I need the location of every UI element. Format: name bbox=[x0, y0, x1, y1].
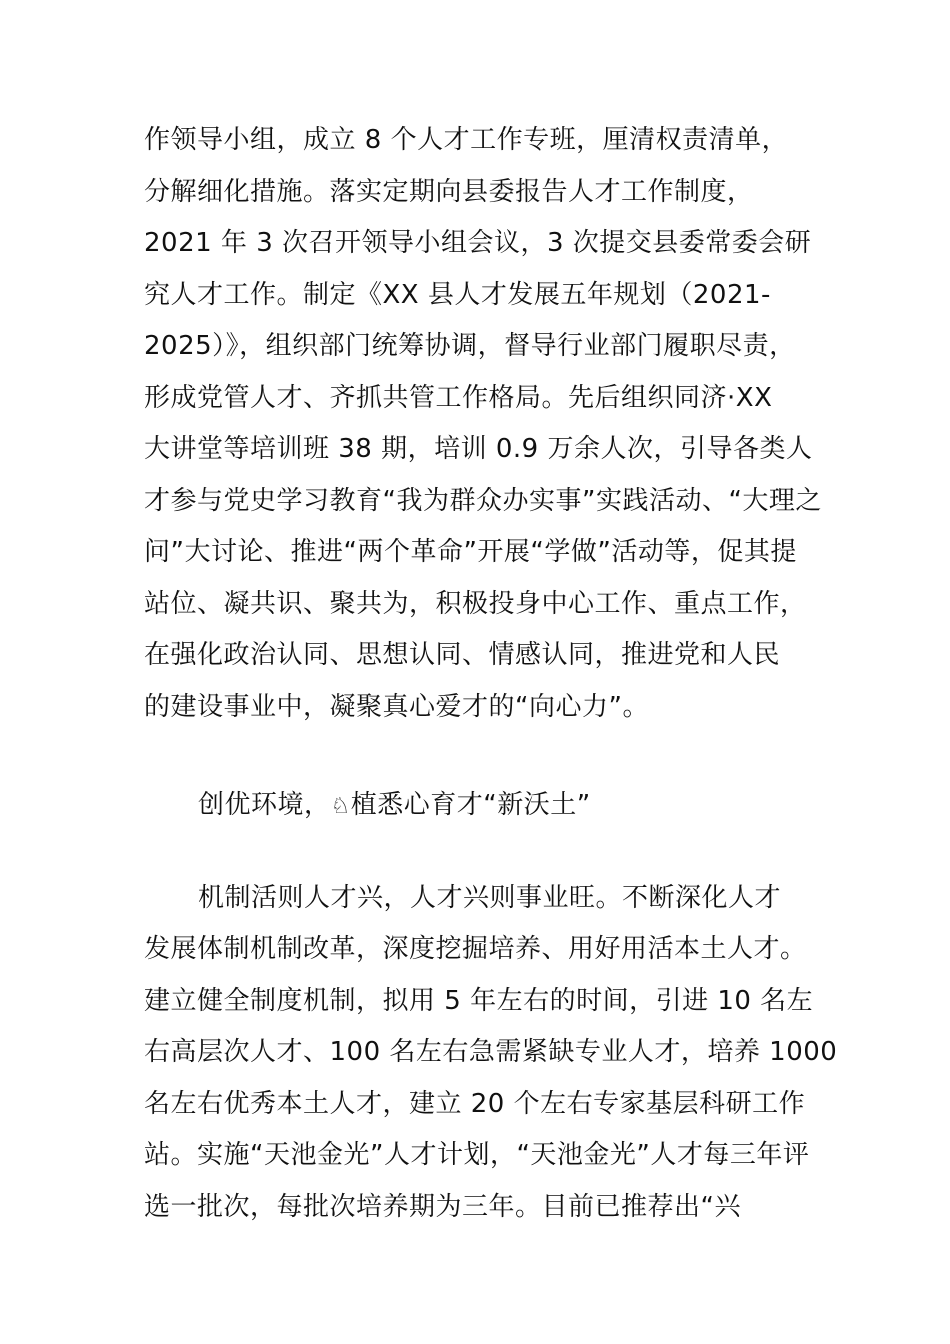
paragraph-line: 形成党管人才、齐抓共管工作格局。先后组织同济·XX bbox=[144, 383, 773, 413]
paragraph-line: 右高层次人才、100 名左右急需紧缺专业人才，培养 1000 bbox=[144, 1037, 838, 1067]
paragraph-line: 大讲堂等培训班 38 期，培训 0.9 万余人次，引导各类人 bbox=[144, 434, 813, 464]
paragraph-line: 机制活则人才兴，人才兴则事业旺。不断深化人才 bbox=[198, 883, 782, 913]
paragraph-line: 建立健全制度机制，拟用 5 年左右的时间，引进 10 名左 bbox=[144, 986, 814, 1016]
paragraph-line: 2021 年 3 次召开领导小组会议，3 次提交县委常委会研 bbox=[144, 228, 812, 258]
paragraph-line: 才参与党史学习教育“我为群众办实事”实践活动、“大理之 bbox=[144, 486, 822, 516]
paragraph-line: 站。实施“天池金光”人才计划，“天池金光”人才每三年评 bbox=[144, 1140, 810, 1170]
heading-prefix: 创优环境， bbox=[198, 790, 331, 820]
paragraph-line: 在强化政治认同、思想认同、情感认同，推进党和人民 bbox=[144, 640, 781, 670]
paragraph-line: 的建设事业中，凝聚真心爱才的“向心力”。 bbox=[144, 692, 649, 722]
paragraph-line: 问”大讨论、推进“两个革命”开展“学做”活动等，促其提 bbox=[144, 537, 797, 567]
paragraph-line: 作领导小组，成立 8 个人才工作专班，厘清权责清单， bbox=[144, 125, 789, 155]
paragraph-line: 名左右优秀本土人才，建立 20 个左右专家基层科研工作 bbox=[144, 1089, 806, 1119]
section-heading bbox=[198, 787, 898, 825]
heading-suffix: 植悉心育才“新沃土” bbox=[350, 790, 591, 820]
paragraph-line: 分解细化措施。落实定期向县委报告人才工作制度， bbox=[144, 177, 754, 207]
paragraph-line: 选一批次，每批次培养期为三年。目前已推荐出“兴 bbox=[144, 1192, 741, 1222]
paragraph-line: 2025）》，组织部门统筹协调，督导行业部门履职尽责， bbox=[144, 331, 796, 361]
paragraph-line: 究人才工作。制定《XX 县人才发展五年规划（2021- bbox=[144, 280, 771, 310]
paragraph-line: 站位、凝共识、聚共为，积极投身中心工作、重点工作， bbox=[144, 589, 807, 619]
knight-icon: ♘ bbox=[330, 794, 351, 819]
paragraph-line: 发展体制机制改革，深度挖掘培养、用好用活本土人才。 bbox=[144, 934, 807, 964]
